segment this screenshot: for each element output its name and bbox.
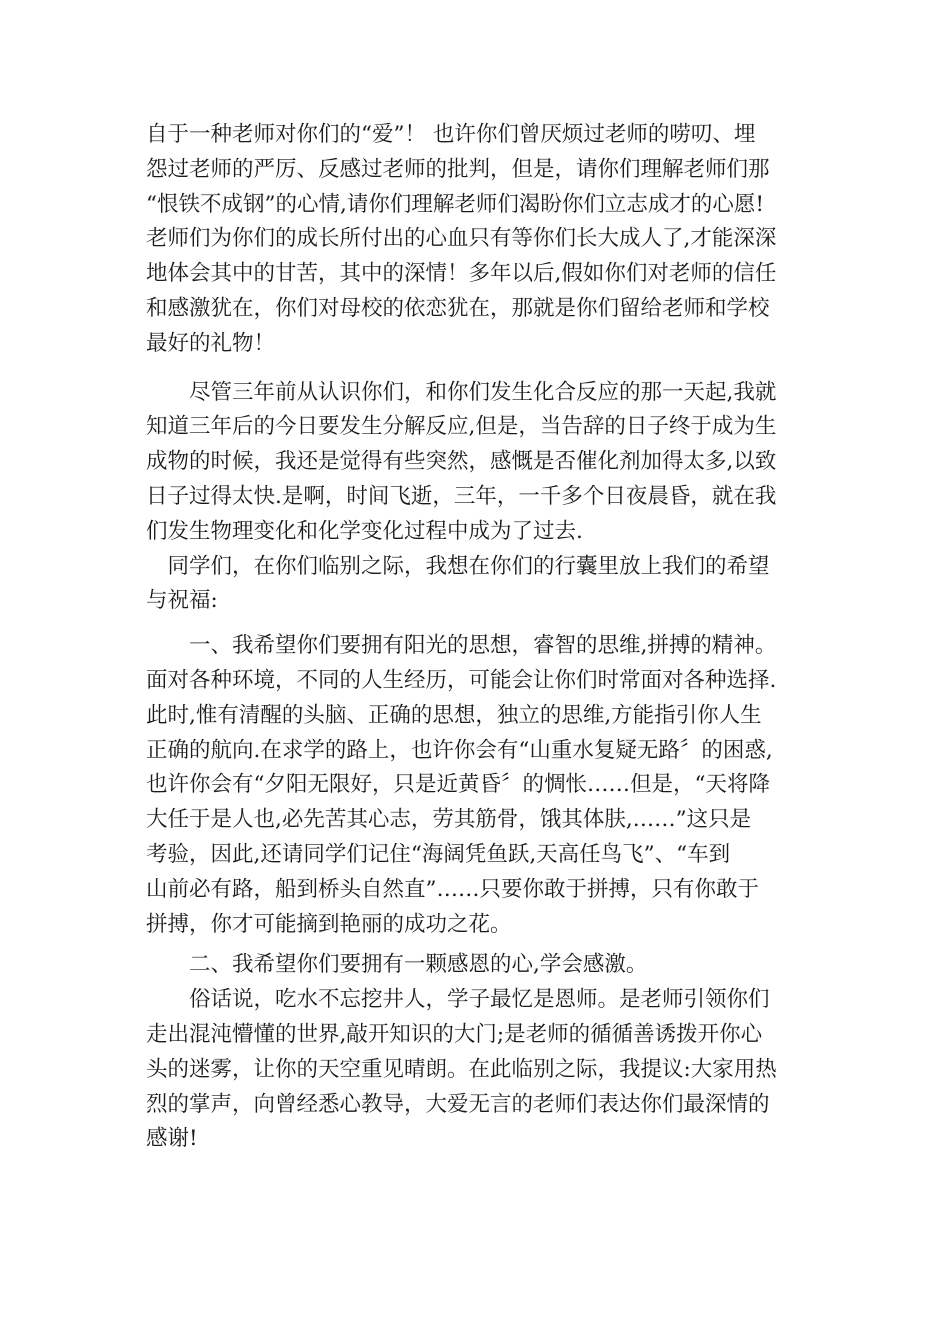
text-line: 同学们，在你们临别之际，我想在你们的行囊里放上我们的希望: [146, 553, 770, 579]
text-line: 走出混沌懵懂的世界,敲开知识的大门;是老师的循循善诱拨开你心: [146, 1021, 763, 1047]
text-line: 老师们为你们的成长所付出的心血只有等你们长大成人了,才能深深: [146, 226, 777, 252]
text-line: 怨过老师的严厉、反感过老师的批判，但是，请你们理解老师们那: [146, 156, 770, 182]
paragraph-teachers-love: [146, 118, 806, 362]
paragraph-wish-two: [146, 948, 806, 983]
text-line: 大任于是人也,必先苦其心志，劳其筋骨，饿其体肤,……”这只是: [146, 807, 752, 833]
text-line: 山前必有路，船到桥头自然直”……只要你敢于拼搏，只有你敢于: [146, 876, 759, 902]
text-line: 最好的礼物！: [146, 330, 276, 356]
paragraph-gap: [146, 619, 806, 629]
text-line: 知道三年后的今日要发生分解反应,但是，当告辞的日子终于成为生: [146, 414, 777, 440]
paragraph-wish-one: [146, 629, 806, 942]
text-line: 也许你会有“夕阳无限好，只是近黄昏〞的惆怅……但是，“天将降: [146, 772, 770, 798]
text-line: 自于一种老师对你们的“爱”！ 也许你们曾厌烦过老师的唠叨、埋: [146, 122, 756, 147]
text-line: 正确的航向.在求学的路上，也许你会有“山重水复疑无路〞的困惑,: [146, 737, 773, 763]
paragraph-gratitude: [146, 983, 806, 1157]
text-line: 一、我希望你们要拥有阳光的思想，睿智的思维,拼搏的精神。: [146, 633, 777, 659]
text-line: 成物的时候，我还是觉得有些突然，感慨是否催化剂加得太多,以致: [146, 449, 777, 475]
text-line: 地体会其中的甘苦，其中的深情！多年以后,假如你们对老师的信任: [146, 261, 777, 287]
text-line: 面对各种环境，不同的人生经历，可能会让你们时常面对各种选择.: [146, 667, 777, 693]
text-line: 和感激犹在，你们对母校的依恋犹在，那就是你们留给老师和学校: [146, 295, 770, 321]
paragraph-three-years: [146, 376, 806, 550]
text-line: 考验，因此,还请同学们记住“海阔凭鱼跃,天高任鸟飞”、“车到: [146, 841, 731, 867]
text-line: 日子过得太快.是啊，时间飞逝，三年，一千多个日夜晨昏，就在我: [146, 483, 777, 509]
text-line: 尽管三年前从认识你们，和你们发生化合反应的那一天起,我就: [146, 379, 777, 405]
text-line: 此时,惟有清醒的头脑、正确的思想，独立的思维,方能指引你人生: [146, 702, 762, 728]
text-line: 们发生物理变化和化学变化过程中成为了过去.: [146, 518, 583, 544]
text-line: 二、我希望你们要拥有一颗感恩的心,学会感激。: [146, 952, 648, 978]
text-line: 俗话说，吃水不忘挖井人，学子最忆是恩师。是老师引领你们: [146, 987, 770, 1013]
text-line: 头的迷雾，让你的天空重见晴朗。在此临别之际，我提议:大家用热: [146, 1056, 777, 1082]
text-line: 拼搏，你才可能摘到艳丽的成功之花。: [146, 911, 512, 937]
text-line: 烈的掌声，向曾经悉心教导，大爱无言的老师们表达你们最深情的: [146, 1091, 770, 1117]
paragraph-gap: [146, 362, 806, 376]
document-page: [146, 118, 806, 1157]
text-line: 与祝福:: [146, 588, 218, 614]
text-line: 感谢!: [146, 1126, 198, 1152]
text-line: “恨铁不成钢”的心情,请你们理解老师们渴盼你们立志成才的心愿!: [146, 191, 764, 217]
paragraph-wishes-intro: [146, 550, 806, 620]
